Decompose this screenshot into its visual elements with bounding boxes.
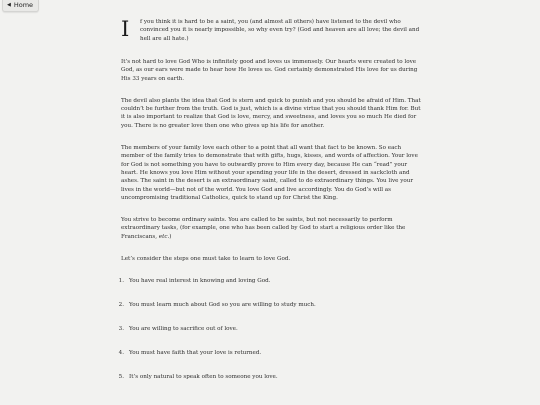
step-text: It’s only natural to speak often to someone you love. [129, 373, 278, 380]
step-number: 3. [118, 325, 124, 332]
drop-cap: I [121, 17, 130, 41]
list-item [118, 349, 421, 357]
list-item [118, 277, 421, 285]
paragraph-ordinary-saints [121, 216, 421, 241]
etc-text: etc. [158, 233, 170, 240]
step-text: You are willing to sacrifice out of love. [129, 325, 238, 332]
paragraph-3: The members of your family love each other to a point that all want that fact to be known. So each member of the family tries to demonstrate that with gifts, hugs, kisses, and words of affection. Your love for God is not something you have to outwardly prove to Him every day, because He can “read” your heart. He knows you love Him without your spending your life in the desert, dressed in sackcloth and ashes. The saint in the desert is an extraordinary saint, called to do extraordinary things. You live your lives in the world—but not of the world. You love God and live accordingly. You do God’s will as uncompromising traditional Catholics, quick to stand up for Christ the King. [121, 145, 418, 201]
intro-text: f you think it is hard to be a saint, you (and almost all others) have listened to the devil who convinced you it is nearly impossible, so why even try? (God and heaven are all love; the devil and hell are all hate.) [140, 19, 420, 42]
paragraph-1: It’s not hard to love God Who is infinitely good and loves us immensely. Our hearts were created to love God, as our ears were made to hear how He loves us. God certainly demonstrated His love for us during His 33 years on earth. [121, 59, 418, 82]
step-number: 2. [118, 302, 124, 309]
steps-list [118, 277, 421, 380]
list-item [118, 373, 421, 381]
home-button[interactable] [2, 0, 39, 12]
ordinary-text: You strive to become ordinary saints. You are called to be saints, but not necessarily to perform extraordinary tasks, (for example, one who has been called by God to start a religious order like the Franciscans, [121, 217, 406, 240]
home-label: Home [13, 1, 34, 9]
step-number: 1. [118, 278, 124, 285]
step-text: You must learn much about God so you are willing to study much. [129, 302, 316, 309]
paragraph-2: The devil also plants the idea that God is stern and quick to punish and you should be afraid of Him. That couldn’t be further from the truth. God is just, which is a divine virtue that you should thank Him for. But it is also important to realize that God is love, mercy, and sweetness, and loves you so much He died for you. There is no greater love then one who gives up his life for another. [121, 97, 421, 129]
article-body [118, 17, 421, 396]
step-text: You must have faith that your love is returned. [129, 349, 262, 356]
ordinary-close: ) [169, 233, 172, 240]
back-arrow-icon: ◀ [7, 2, 11, 8]
list-item [118, 325, 421, 333]
step-text: You have real interest in knowing and loving God. [129, 278, 271, 285]
step-number: 5. [118, 373, 124, 380]
list-item [118, 301, 421, 309]
top-bar [0, 0, 540, 12]
intro-paragraph [121, 18, 421, 44]
steps-intro: Let’s consider the steps one must take to learn to love God. [121, 256, 291, 263]
step-number: 4. [118, 349, 124, 356]
